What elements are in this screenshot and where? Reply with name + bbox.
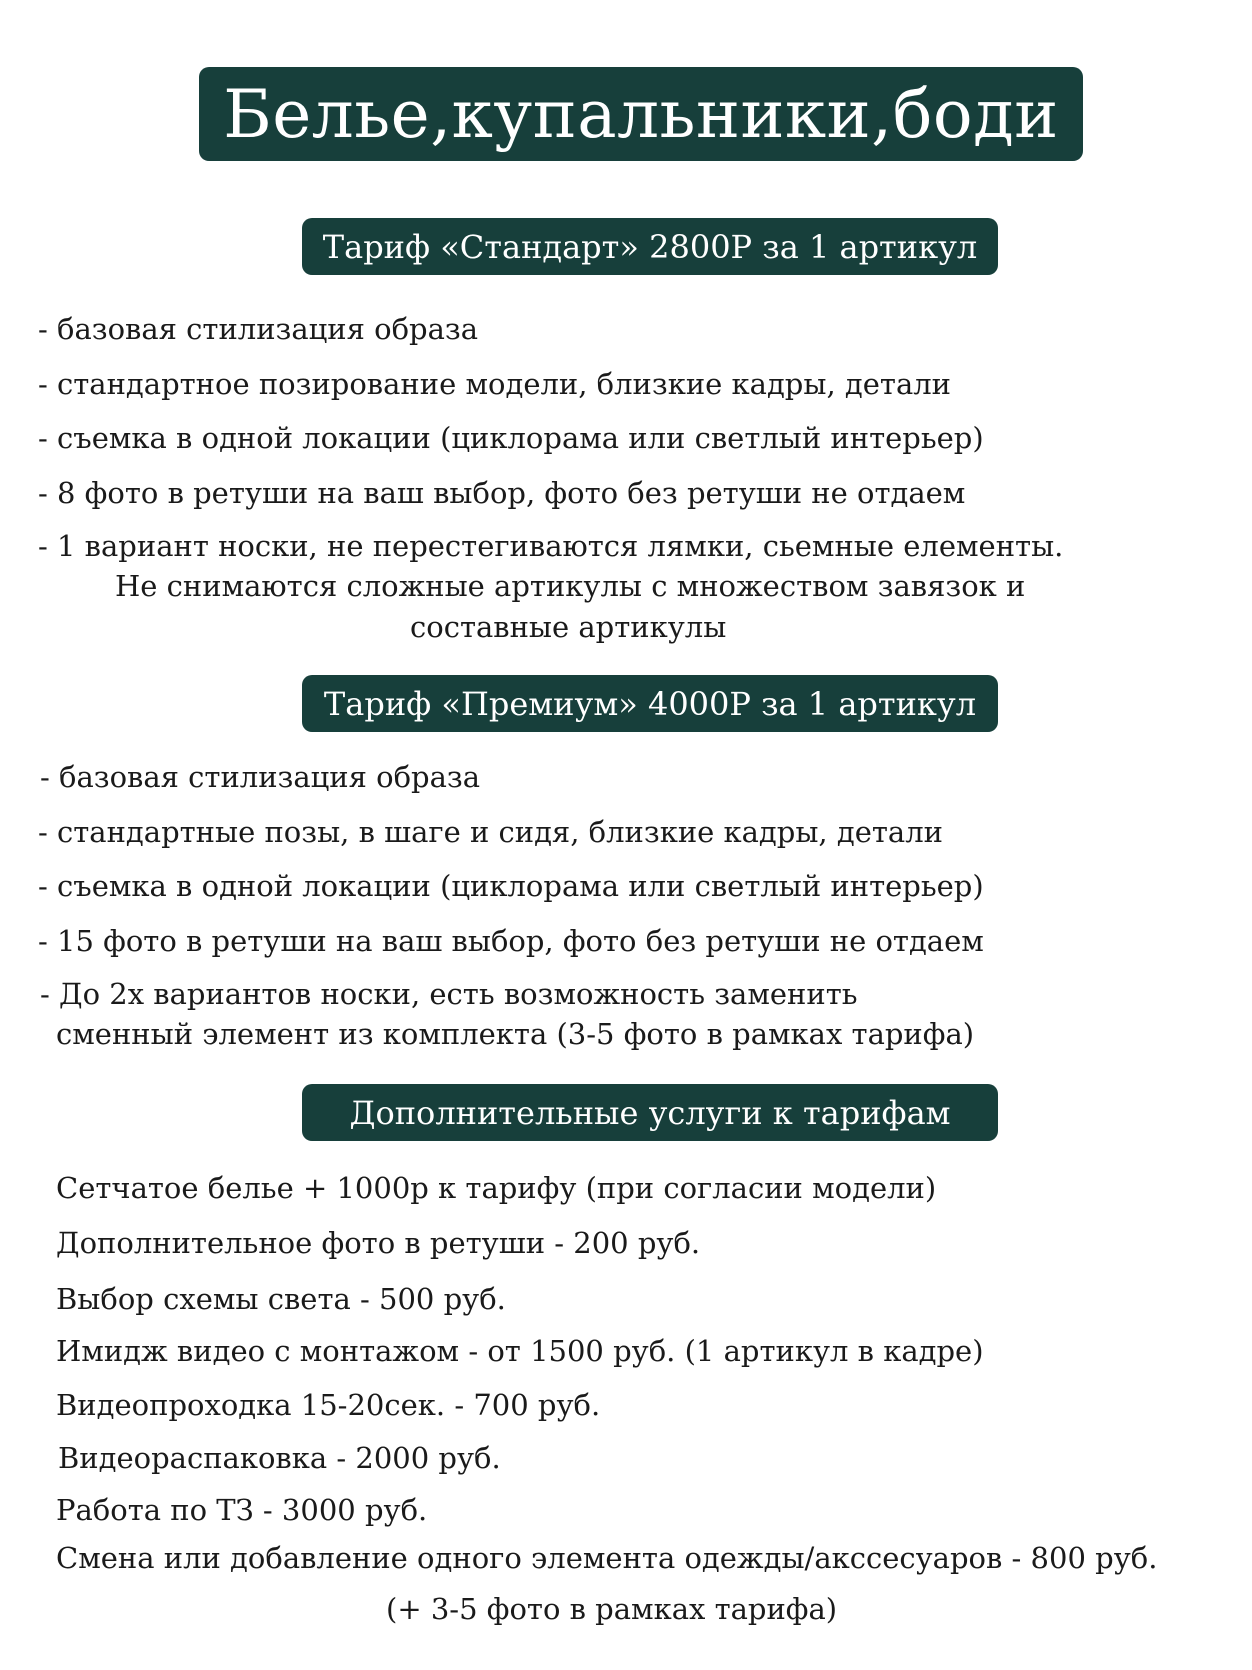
extra-service-item: Дополнительное фото в ретуши - 200 руб. bbox=[56, 1226, 701, 1260]
extras-heading: Дополнительные услуги к тарифам bbox=[302, 1084, 998, 1141]
extra-service-item: Смена или добавление одного элемента одежды/акссесуаров - 800 руб. bbox=[56, 1541, 1158, 1575]
standard-item: - 8 фото в ретуши на ваш выбор, фото без ретуши не отдаем bbox=[38, 476, 966, 510]
premium-item: - съемка в одной локации (циклорама или светлый интерьер) bbox=[38, 869, 984, 903]
premium-item: - базовая стилизация образа bbox=[40, 760, 481, 794]
premium-tariff-heading: Тариф «Премиум» 4000Р за 1 артикул bbox=[302, 675, 998, 732]
standard-note: составные артикулы bbox=[410, 610, 727, 644]
standard-item: - базовая стилизация образа bbox=[38, 312, 479, 346]
extra-service-item: Работа по ТЗ - 3000 руб. bbox=[56, 1493, 428, 1527]
premium-item-continuation: сменный элемент из комплекта (3-5 фото в рамках тарифа) bbox=[56, 1017, 975, 1051]
extra-service-item: Видеораспаковка - 2000 руб. bbox=[58, 1441, 501, 1475]
standard-item: - 1 вариант носки, не перестегиваются лямки, сьемные елементы. bbox=[38, 529, 1064, 563]
standard-tariff-heading: Тариф «Стандарт» 2800Р за 1 артикул bbox=[302, 218, 998, 275]
standard-item: - стандартное позирование модели, близкие кадры, детали bbox=[38, 367, 951, 401]
standard-item: - съемка в одной локации (циклорама или светлый интерьер) bbox=[38, 421, 984, 455]
premium-item: - До 2х вариантов носки, есть возможность заменить bbox=[40, 977, 858, 1011]
premium-item: - стандартные позы, в шаге и сидя, близкие кадры, детали bbox=[38, 815, 943, 849]
premium-item: - 15 фото в ретуши на ваш выбор, фото без ретуши не отдаем bbox=[38, 924, 984, 958]
extra-service-item: Имидж видео с монтажом - от 1500 руб. (1 артикул в кадре) bbox=[56, 1334, 984, 1368]
standard-note: Не снимаются сложные артикулы с множеством завязок и bbox=[115, 569, 1026, 603]
extra-service-item: Сетчатое белье + 1000р к тарифу (при согласии модели) bbox=[56, 1171, 937, 1205]
extras-footnote: (+ 3-5 фото в рамках тарифа) bbox=[386, 1592, 838, 1626]
extra-service-item: Видеопроходка 15-20сек. - 700 руб. bbox=[56, 1388, 601, 1422]
extra-service-item: Выбор схемы света - 500 руб. bbox=[56, 1282, 506, 1316]
page-title: Белье,купальники,боди bbox=[199, 67, 1083, 161]
